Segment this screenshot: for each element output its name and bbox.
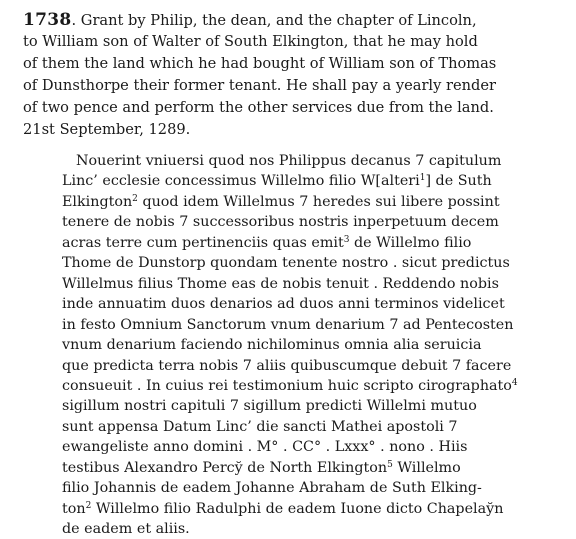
charter-text-segment: acras terre cum pertinenciis quas emit (62, 235, 344, 251)
entry-first-line (23, 10, 571, 31)
summary-line-2: to William son of Walter of South Elkington, that he may hold (23, 33, 478, 50)
charter-text-segment: de Willelmo filio (349, 235, 472, 251)
charter-line-12 (62, 376, 518, 396)
charter-text-segment: quod idem Willelmus 7 heredes sui libere possint (137, 194, 500, 210)
charter-text-segment: inde annuatim duos denarios ad duos anni terminos videlicet (62, 296, 505, 312)
charter-line-5 (62, 233, 471, 253)
charter-line-7 (62, 274, 499, 294)
charter-text-segment: que predicta terra nobis 7 aliis quibuscumque debuit 7 facere (62, 358, 512, 374)
charter-text-segment: filio Johannis de eadem Johanne Abraham de Suth Elking- (62, 480, 482, 496)
charter-line-9 (62, 315, 513, 335)
charter-text-segment: testibus Alexandro Percy̆ de North Elkington (62, 460, 388, 476)
charter-line-2 (62, 171, 492, 191)
footnote-marker: 5 (387, 460, 393, 470)
summary-date: 21st September, 1289. (23, 121, 191, 138)
footnote-marker: 2 (132, 194, 138, 204)
charter-line-1 (76, 151, 501, 171)
charter-line-6 (62, 253, 510, 273)
footnote-marker: 2 (85, 501, 92, 511)
charter-line-4 (62, 212, 499, 232)
charter-line-13 (62, 396, 477, 416)
charter-text-segment: ton (62, 501, 86, 517)
charter-line-3 (62, 192, 500, 212)
summary-line-3: of them the land which he had bought of William son of Thomas (23, 55, 497, 72)
charter-line-19 (62, 519, 190, 539)
summary-line-4: of Dunsthorpe their former tenant. He shall pay a yearly render (23, 77, 496, 94)
charter-line-14 (62, 417, 457, 437)
charter-line-8 (62, 294, 505, 314)
charter-line-10 (62, 335, 481, 355)
charter-text-segment: sunt appensa Datum Linc’ die sancti Mathei apostoli 7 (62, 419, 458, 435)
charter-text-segment: consueuit . In cuius rei testimonium huic scripto cirographato (62, 378, 512, 394)
charter-line-16 (62, 458, 461, 478)
charter-text-segment: tenere de nobis 7 successoribus nostris inperpetuum decem (62, 214, 499, 230)
charter-text-segment: Willelmus filius Thome eas de nobis tenuit . Reddendo nobis (62, 276, 499, 292)
footnote-marker: 1 (419, 173, 426, 183)
charter-text-segment: ewangeliste anno domini . M° . CC° . Lxxx° . nono . Hiis (62, 439, 468, 455)
footnote-marker: 4 (511, 378, 518, 388)
charter-text-segment: vnum denarium faciendo nichilominus omnia alia seruicia (62, 337, 482, 353)
charter-line-15 (62, 437, 467, 457)
charter-text-segment: Nouerint vniuersi quod nos Philippus decanus 7 capitulum (76, 153, 502, 169)
charter-text-segment: ] de Suth (425, 173, 492, 189)
footnote-marker: 3 (343, 235, 350, 245)
charter-text-segment: Linc’ ecclesie concessimus Willelmo filio W[alteri (62, 173, 420, 189)
charter-text-segment: in festo Omnium Sanctorum vnum denarium 7 ad Pentecosten (62, 317, 514, 333)
charter-line-17 (62, 478, 482, 498)
charter-text-segment: sigillum nostri capituli 7 sigillum predicti Willelmi mutuo (62, 398, 477, 414)
charter-text-segment: Willelmo filio Radulphi de eadem Iuone dicto Chapelay̆n (91, 501, 504, 517)
summary-line-1: . Grant by Philip, the dean, and the chapter of Lincoln, (71, 12, 477, 29)
entry-number: 1738 (23, 10, 72, 30)
charter-line-11 (62, 356, 511, 376)
charter-text-segment: Willelmo (392, 460, 461, 476)
charter-line-18 (62, 499, 503, 519)
summary-line-5: of two pence and perform the other services due from the land. (23, 99, 494, 116)
charter-text-segment: Thome de Dunstorp quondam tenente nostro . sicut predictus (62, 255, 510, 271)
charter-text-segment: Elkington (62, 194, 133, 210)
charter-text-segment: de eadem et aliis. (62, 521, 190, 537)
